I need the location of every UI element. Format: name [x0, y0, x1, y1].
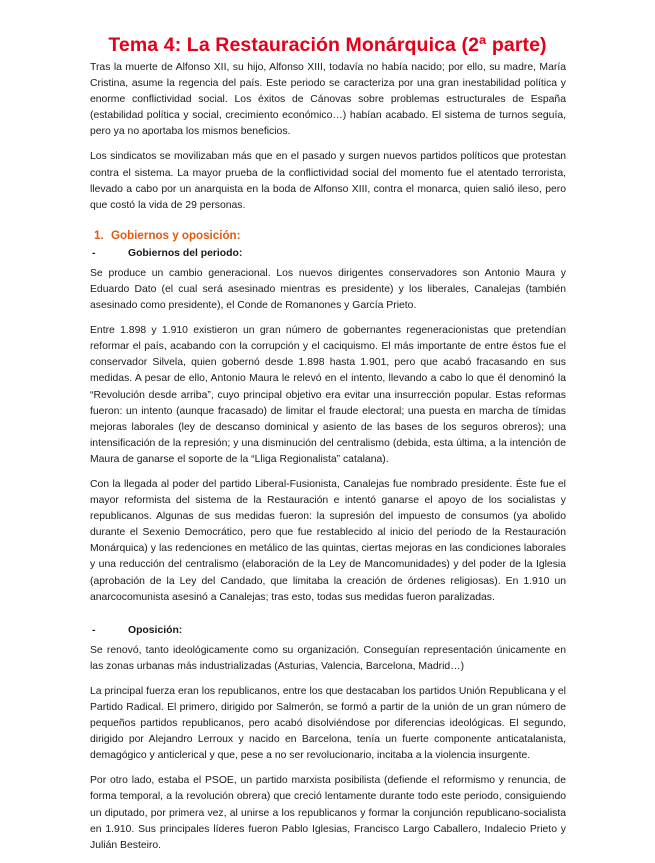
body-paragraph: Se produce un cambio generacional. Los nuevos dirigentes conservadores son Antonio Maura y Eduardo Dato (el cual será asesinado mientras es presidente) y los liberales, Canalejas (también asesinado como presidente), el Conde de Romanones y García Prieto. [90, 267, 566, 312]
subsection-heading [92, 624, 566, 638]
list-dash: - [92, 247, 96, 259]
section-heading [94, 229, 566, 242]
document-body [90, 60, 566, 863]
subsection-heading-text: Gobiernos del periodo: [128, 247, 243, 259]
list-dash: - [92, 624, 96, 636]
intro-paragraph: Tras la muerte de Alfonso XII, su hijo, Alfonso XIII, todavía no había nacido; por ello, su madre, María Cristina, asume la regencia del país. Este periodo se caracteriza por una gran inestabilidad política y enorme conflictividad social. Los éxitos de Cánovas sobre problemas estructurales de España (estabilidad política y social, crecimiento económico…) habían acabado. El sistema de turnos seguía, pero ya no aportaba los mismos beneficios. [90, 62, 566, 138]
intro-paragraph: Los sindicatos se movilizaban más que en el pasado y surgen nuevos partidos políticos que protestan contra el sistema. La mayor prueba de la conflictividad social del momento fue el atentado terrorista, llevado a cabo por un anarquista en la boda de Alfonso XIII, contra el monarca, quien salió ileso, pero que costó la vida de 29 personas. [90, 151, 566, 211]
body-paragraph: La principal fuerza eran los republicanos, entre los que destacaban los partidos Unión Republicana y el Partido Radical. El primero, dirigido por Salmerón, se formó a partir de la unión de un gran número de pequeños partidos republicanos, pero acabó disolviéndose por diferencias ideológicas. El segundo, dirigido por Alejandro Lerroux y nacido en Barcelona, tenía un fuerte componente anticatalanista, demagógico y anticlerical y que, pese a no ser revolucionario, incitaba a la violencia insurgente. [90, 685, 566, 762]
subsection-heading [92, 247, 566, 261]
subsection-heading-text: Oposición: [128, 624, 183, 636]
section-heading-text: Gobiernos y oposición: [111, 228, 241, 242]
body-paragraph: Con la llegada al poder del partido Liberal-Fusionista, Canalejas fue nombrado presidente. Éste fue el mayor reformista del sistema de la Restauración e intentó ganarse el apoyo de los socialistas y republicanos. Algunas de sus medidas fueron: la supresión del impuesto de consumos (ya abolido durante el Sexenio Democrático, pero que fue restablecido al inicio del periodo de la Restauración Monárquica) y las redenciones en metálico de las quintas, ciertas mejoras en las condiciones laborales y una reducción del centralismo (elaboración de la Ley de Mancomunidades) y del poder de la Iglesia (aprobación de la Ley del Candado, que limitaba la creación de órdenes religiosas). En 1.910 un anarcocomunista asesinó a Canalejas; tras esto, todas sus medidas fueron paralizadas. [90, 478, 566, 603]
body-paragraph: Se renovó, tanto ideológicamente como su organización. Conseguían representación únicamente en las zonas urbanas más industrializadas (Asturias, Valencia, Barcelona, Madrid…) [90, 644, 566, 672]
section-number: 1. [94, 228, 104, 242]
body-paragraph: Entre 1.898 y 1.910 existieron un gran número de gobernantes regeneracionistas que pretendían reformar el país, acabando con la corrupción y el caciquismo. El más importante de entre éstos fue el conservador Silvela, quien gobernó desde 1.898 hasta 1.901, pero que acabó fracasando en sus medidas. A pesar de ello, Antonio Maura le relevó en el intento, llevando a cabo lo que él denominó la “Revolución desde arriba”, cuyo principal objetivo era evitar una insurrección popular. Estas reformas fueron: un intento (aunque fracasado) de limitar el fraude electoral; una puesta en marcha de tímidas mejoras laborales (ley de descanso dominical y asiento de las bases de los seguros obreros); una intensificación de la represión; y una disminución del centralismo (debida, esta última, a la intención de Maura de ganarse el soporte de la “Lliga Regionalista” catalana). [90, 325, 566, 465]
body-paragraph: Por otro lado, estaba el PSOE, un partido marxista posibilista (defiende el reformismo y renuncia, de forma temporal, a la revolución obrera) que creció lentamente durante todo este periodo, consiguiendo un diputado, por primera vez, al unirse a los republicanos y formar la conjunción republicano-socialista en 1.910. Sus principales líderes fueron Pablo Iglesias, Francisco Largo Caballero, Indalecio Prieto y Julián Besteiro. [90, 775, 566, 851]
page-title: Tema 4: La Restauración Monárquica (2ª parte) [108, 34, 547, 56]
